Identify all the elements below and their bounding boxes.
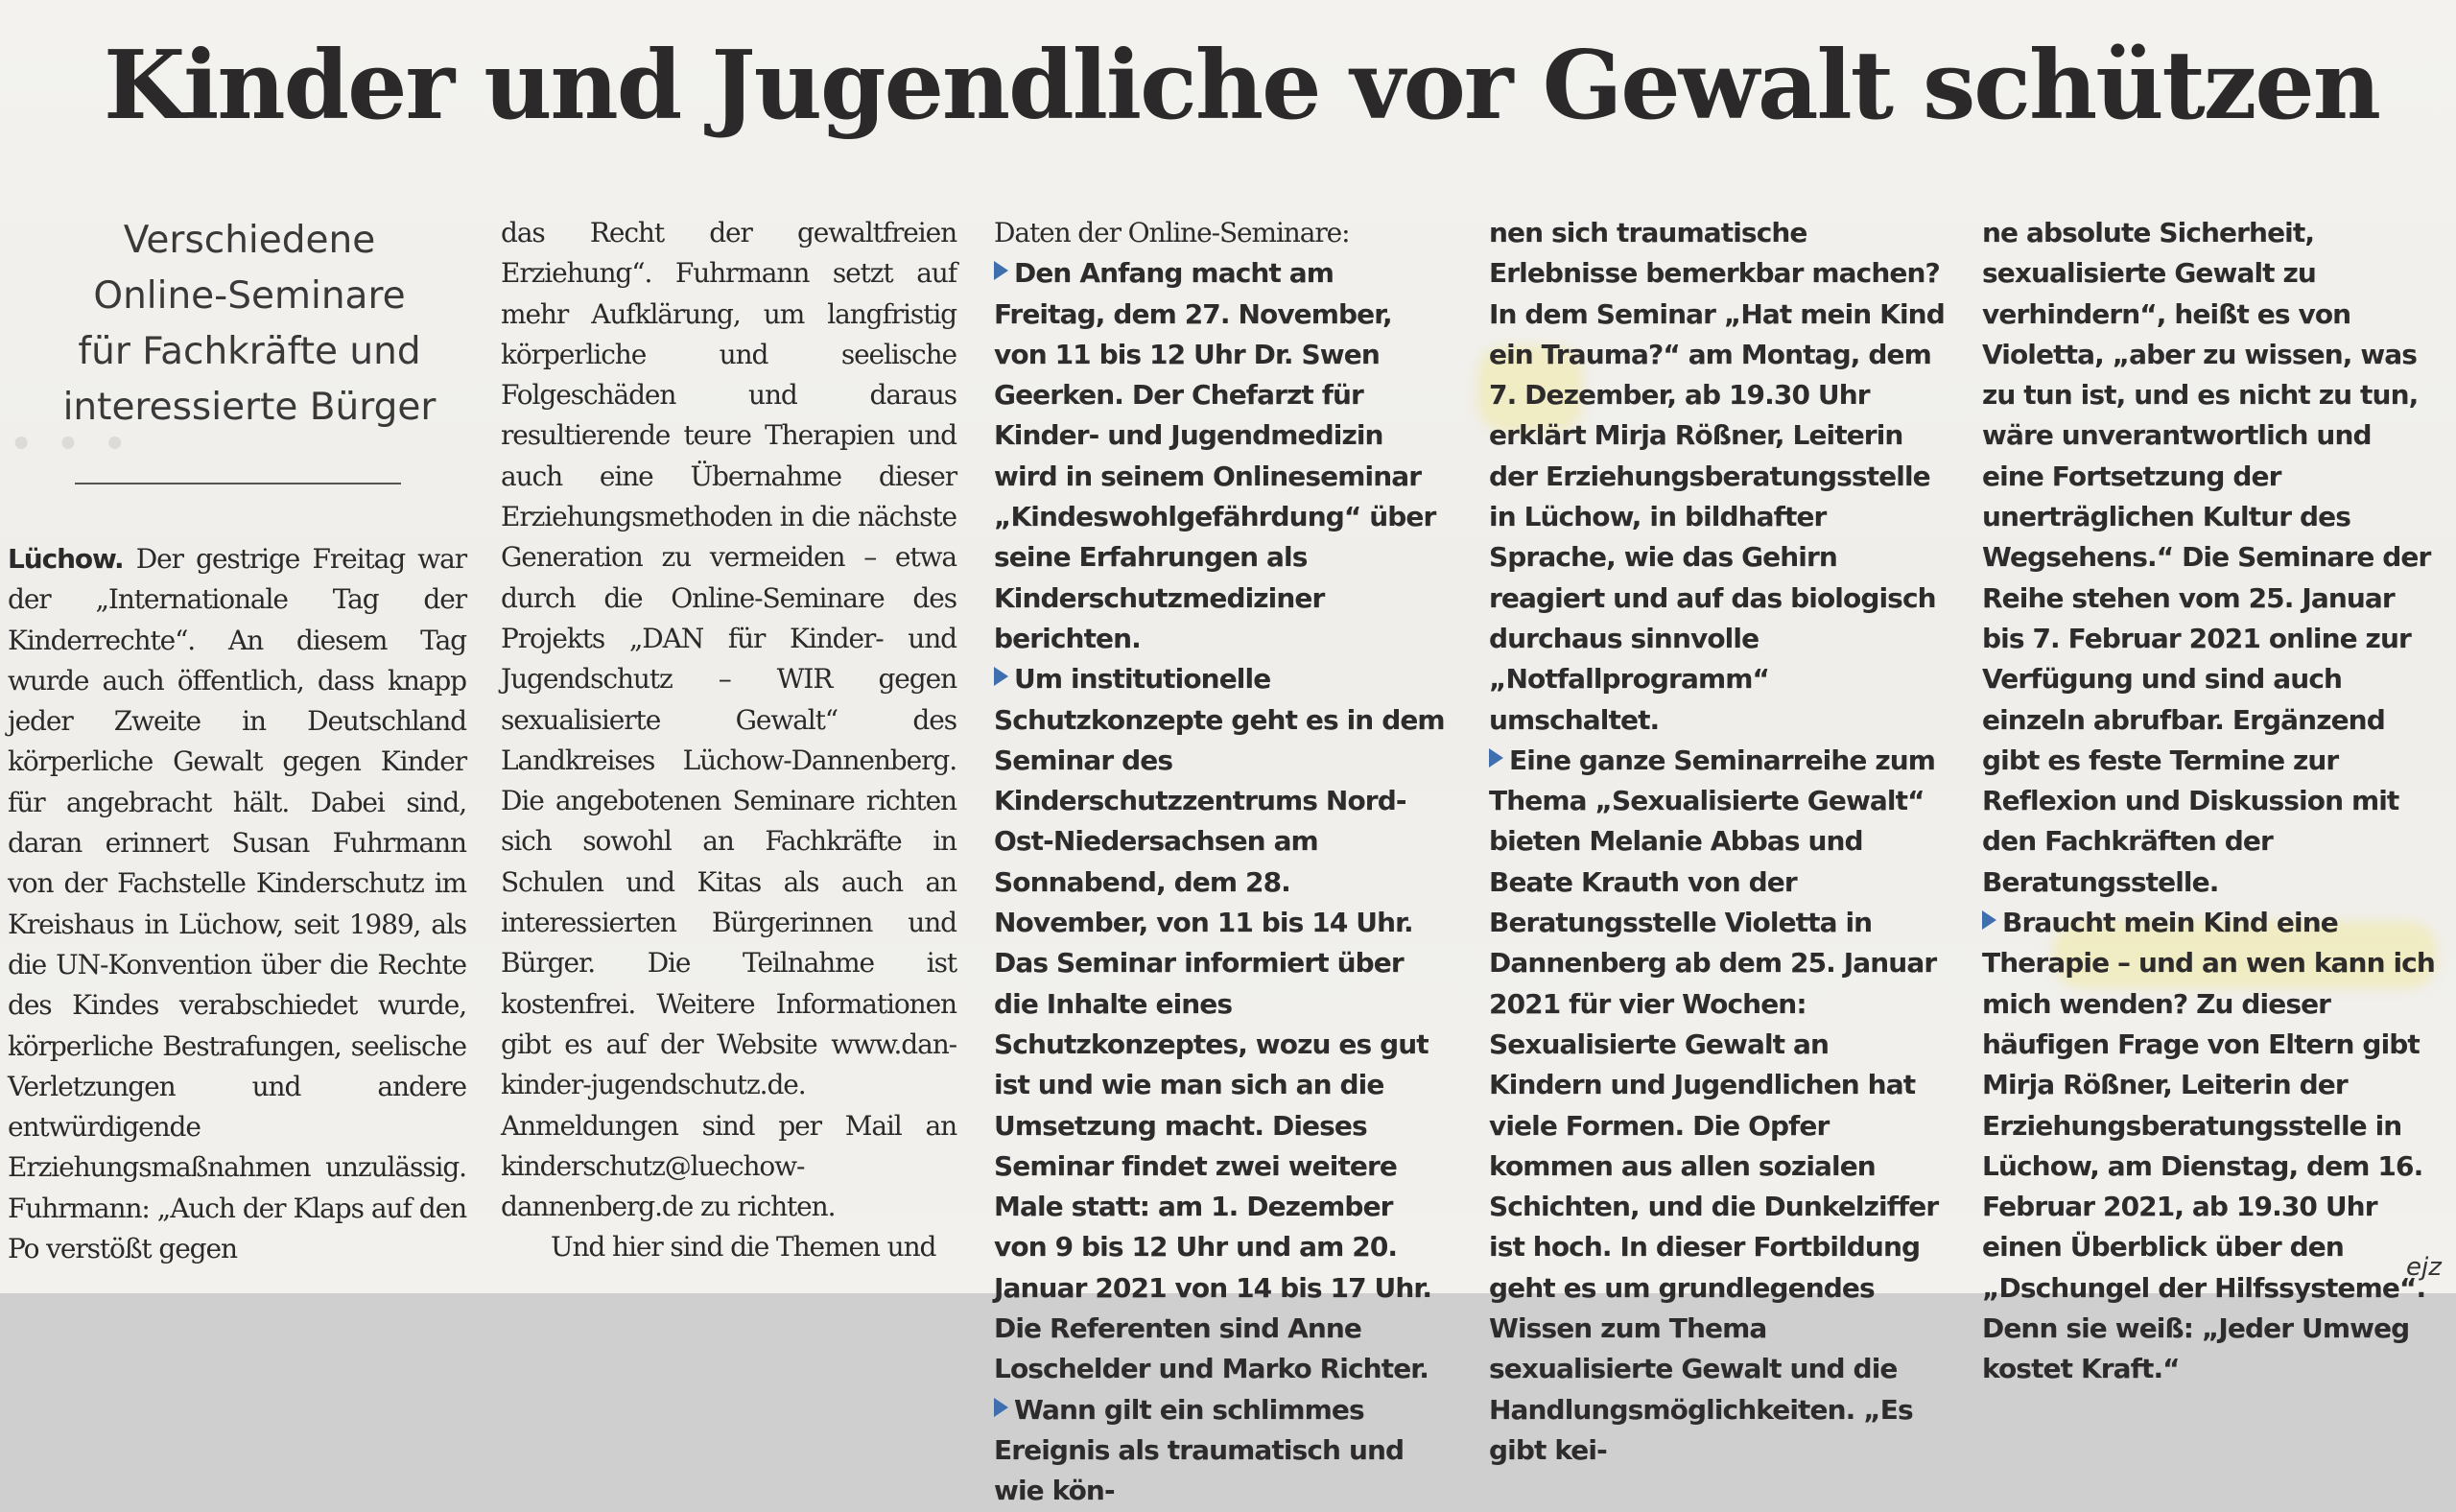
subheadline-line: Online-Seminare	[93, 274, 406, 318]
article-column-3	[994, 213, 1452, 1512]
bullet-paragraph	[994, 1390, 1452, 1512]
intro-line: Daten der Online-Seminare:	[994, 217, 1350, 248]
paragraph: nen sich traumatische Erlebnisse bemerkbar machen? In dem Seminar „Hat mein Kind ein Trauma?“ am Montag, dem 7. Dezember, ab 19.30 Uhr erklärt Mirja Rößner, Leiterin der Erziehungsberatungsstelle in Lüchow, in bildhafter Sprache, wie das Gehirn reagiert und auf das biologisch durchaus sinnvolle „Notfallprogramm“ umschaltet.	[1489, 217, 1945, 736]
bullet-triangle-icon	[994, 1398, 1008, 1417]
paragraph: Und hier sind die Themen und	[551, 1231, 936, 1264]
paragraph: das Recht der gewaltfreien Erziehung“. Fuhrmann setzt auf mehr Aufklärung, um langfristig körperliche und seelische Folgeschäden und daraus resultierende teure Therapien und auch eine Übernahme dieser Erziehungsmethoden in die nächste Generation zu vermeiden – etwa durch die Online-Seminare des Projekts „DAN für Kinder- und Jugendschutz – WIR gegen sexualisierte Gewalt“ des Landkreises Lüchow-Dannenberg. Die angebotenen Seminare richten sich sowohl an Fachkräfte in Schulen und Kitas als auch an interessierten Bürgerinnen und Bürger. Die Teilnahme ist kostenfrei. Weitere Informationen gibt es auf der Website www.dan-kinder-jugendschutz.de. Anmeldungen sind per Mail an kinderschutz@luechow-dannenberg.de zu richten.	[501, 217, 956, 1223]
article-column-4	[1489, 213, 1948, 1471]
subheadline	[29, 213, 470, 436]
author-initials: ejz	[2406, 1253, 2442, 1282]
bullet-paragraph	[1489, 741, 1948, 1471]
bullet-paragraph	[1982, 903, 2435, 1390]
bullet-paragraph	[994, 253, 1452, 659]
paragraph-text: Braucht mein Kind eine Therapie – und an wen kann ich mich wenden? Zu dieser häufigen Frage von Eltern gibt Mirja Rößner, Leiterin der Erziehungsberatungsstelle in Lüchow, am Dienstag, dem 16. Februar 2021, ab 19.30 Uhr einen Überblick über den „Dschungel der Hilfssysteme“. Denn sie weiß: „Jeder Umweg kostet Kraft.“	[1982, 907, 2435, 1385]
subheadline-rule	[75, 483, 401, 484]
bullet-triangle-icon	[1982, 910, 1996, 930]
article-column-1	[8, 539, 466, 1269]
subheadline-line: interessierte Bürger	[62, 386, 437, 429]
paragraph: ne absolute Sicherheit, sexualisierte Gewalt zu verhindern“, heißt es von Violetta, „aber zu wissen, was zu tun ist, und es nicht zu tun, wäre unverantwortlich und eine Fortsetzung der unerträglichen Kultur des Wegsehens.“ Die Seminare der Reihe stehen vom 25. Januar bis 7. Februar 2021 online zur Verfügung und sind auch einzeln abrufbar. Ergänzend gibt es feste Termine zur Reflexion und Diskussion mit den Fachkräften der Beratungsstelle.	[1982, 217, 2431, 898]
article-column-2	[501, 213, 956, 1268]
bullet-triangle-icon	[1489, 748, 1503, 768]
paragraph-text: Der gestrige Freitag war der „Internationale Tag der Kinderrechte“. An diesem Tag wurde auch öffentlich, dass knapp jeder Zweite in Deutschland körperliche Gewalt gegen Kinder für angebracht hält. Dabei sind, daran erinnert Susan Fuhrmann von der Fachstelle Kinderschutz im Kreishaus in Lüchow, seit 1989, als die UN-Konvention über die Rechte des Kindes verabschiedet wurde, körperliche Bestrafungen, seelische Verletzungen und andere entwürdigende Erziehungsmaßnahmen unzulässig. Fuhrmann: „Auch der Klaps auf den Po verstößt gegen	[8, 543, 466, 1265]
subheadline-line: für Fachkräfte und	[78, 330, 421, 373]
bullet-triangle-icon	[994, 261, 1008, 280]
subheadline-line: Verschiedene	[123, 219, 376, 262]
paragraph-text: Eine ganze Seminarreihe zum Thema „Sexualisierte Gewalt“ bieten Melanie Abbas und Beate Krauth von der Beratungsstelle Violetta in Dannenberg ab dem 25. Januar 2021 für vier Wochen: Sexualisierte Gewalt an Kindern und Jugendlichen hat viele Formen. Die Opfer kommen aus allen sozialen Schichten, und die Dunkelziffer ist hoch. In dieser Fortbildung geht es um grundlegendes Wissen zum Thema sexualisierte Gewalt und die Handlungsmöglichkeiten. „Es gibt kei-	[1489, 744, 1939, 1466]
paragraph-text: Wann gilt ein schlimmes Ereignis als traumatisch und wie kön-	[994, 1393, 1405, 1507]
paragraph-text: Den Anfang macht am Freitag, dem 27. November, von 11 bis 12 Uhr Dr. Swen Geerken. Der Chefarzt für Kinder- und Jugendmedizin wird in seinem Onlineseminar „Kindeswohlgefährdung“ über seine Erfahrungen als Kinderschutzmediziner berichten.	[994, 257, 1436, 654]
paragraph	[8, 539, 466, 1269]
dateline: Lüchow.	[8, 543, 124, 575]
article-column-5	[1982, 213, 2435, 1390]
bleed-through-text: · · ·	[10, 403, 127, 483]
bullet-paragraph	[994, 659, 1452, 1389]
paragraph-text: Um institutionelle Schutzkonzepte geht es in dem Seminar des Kinderschutzzentrums Nord-Ost-Niedersachsen am Sonnabend, dem 28. November, von 11 bis 14 Uhr. Das Seminar informiert über die Inhalte eines Schutzkonzeptes, wozu es gut ist und wie man sich an die Umsetzung macht. Dieses Seminar findet zwei weitere Male statt: am 1. Dezember von 9 bis 12 Uhr und am 20. Januar 2021 von 14 bis 17 Uhr. Die Referenten sind Anne Loschelder und Marko Richter.	[994, 663, 1445, 1385]
headline: Kinder und Jugendliche vor Gewalt schützen	[104, 31, 2379, 141]
bullet-triangle-icon	[994, 667, 1008, 686]
